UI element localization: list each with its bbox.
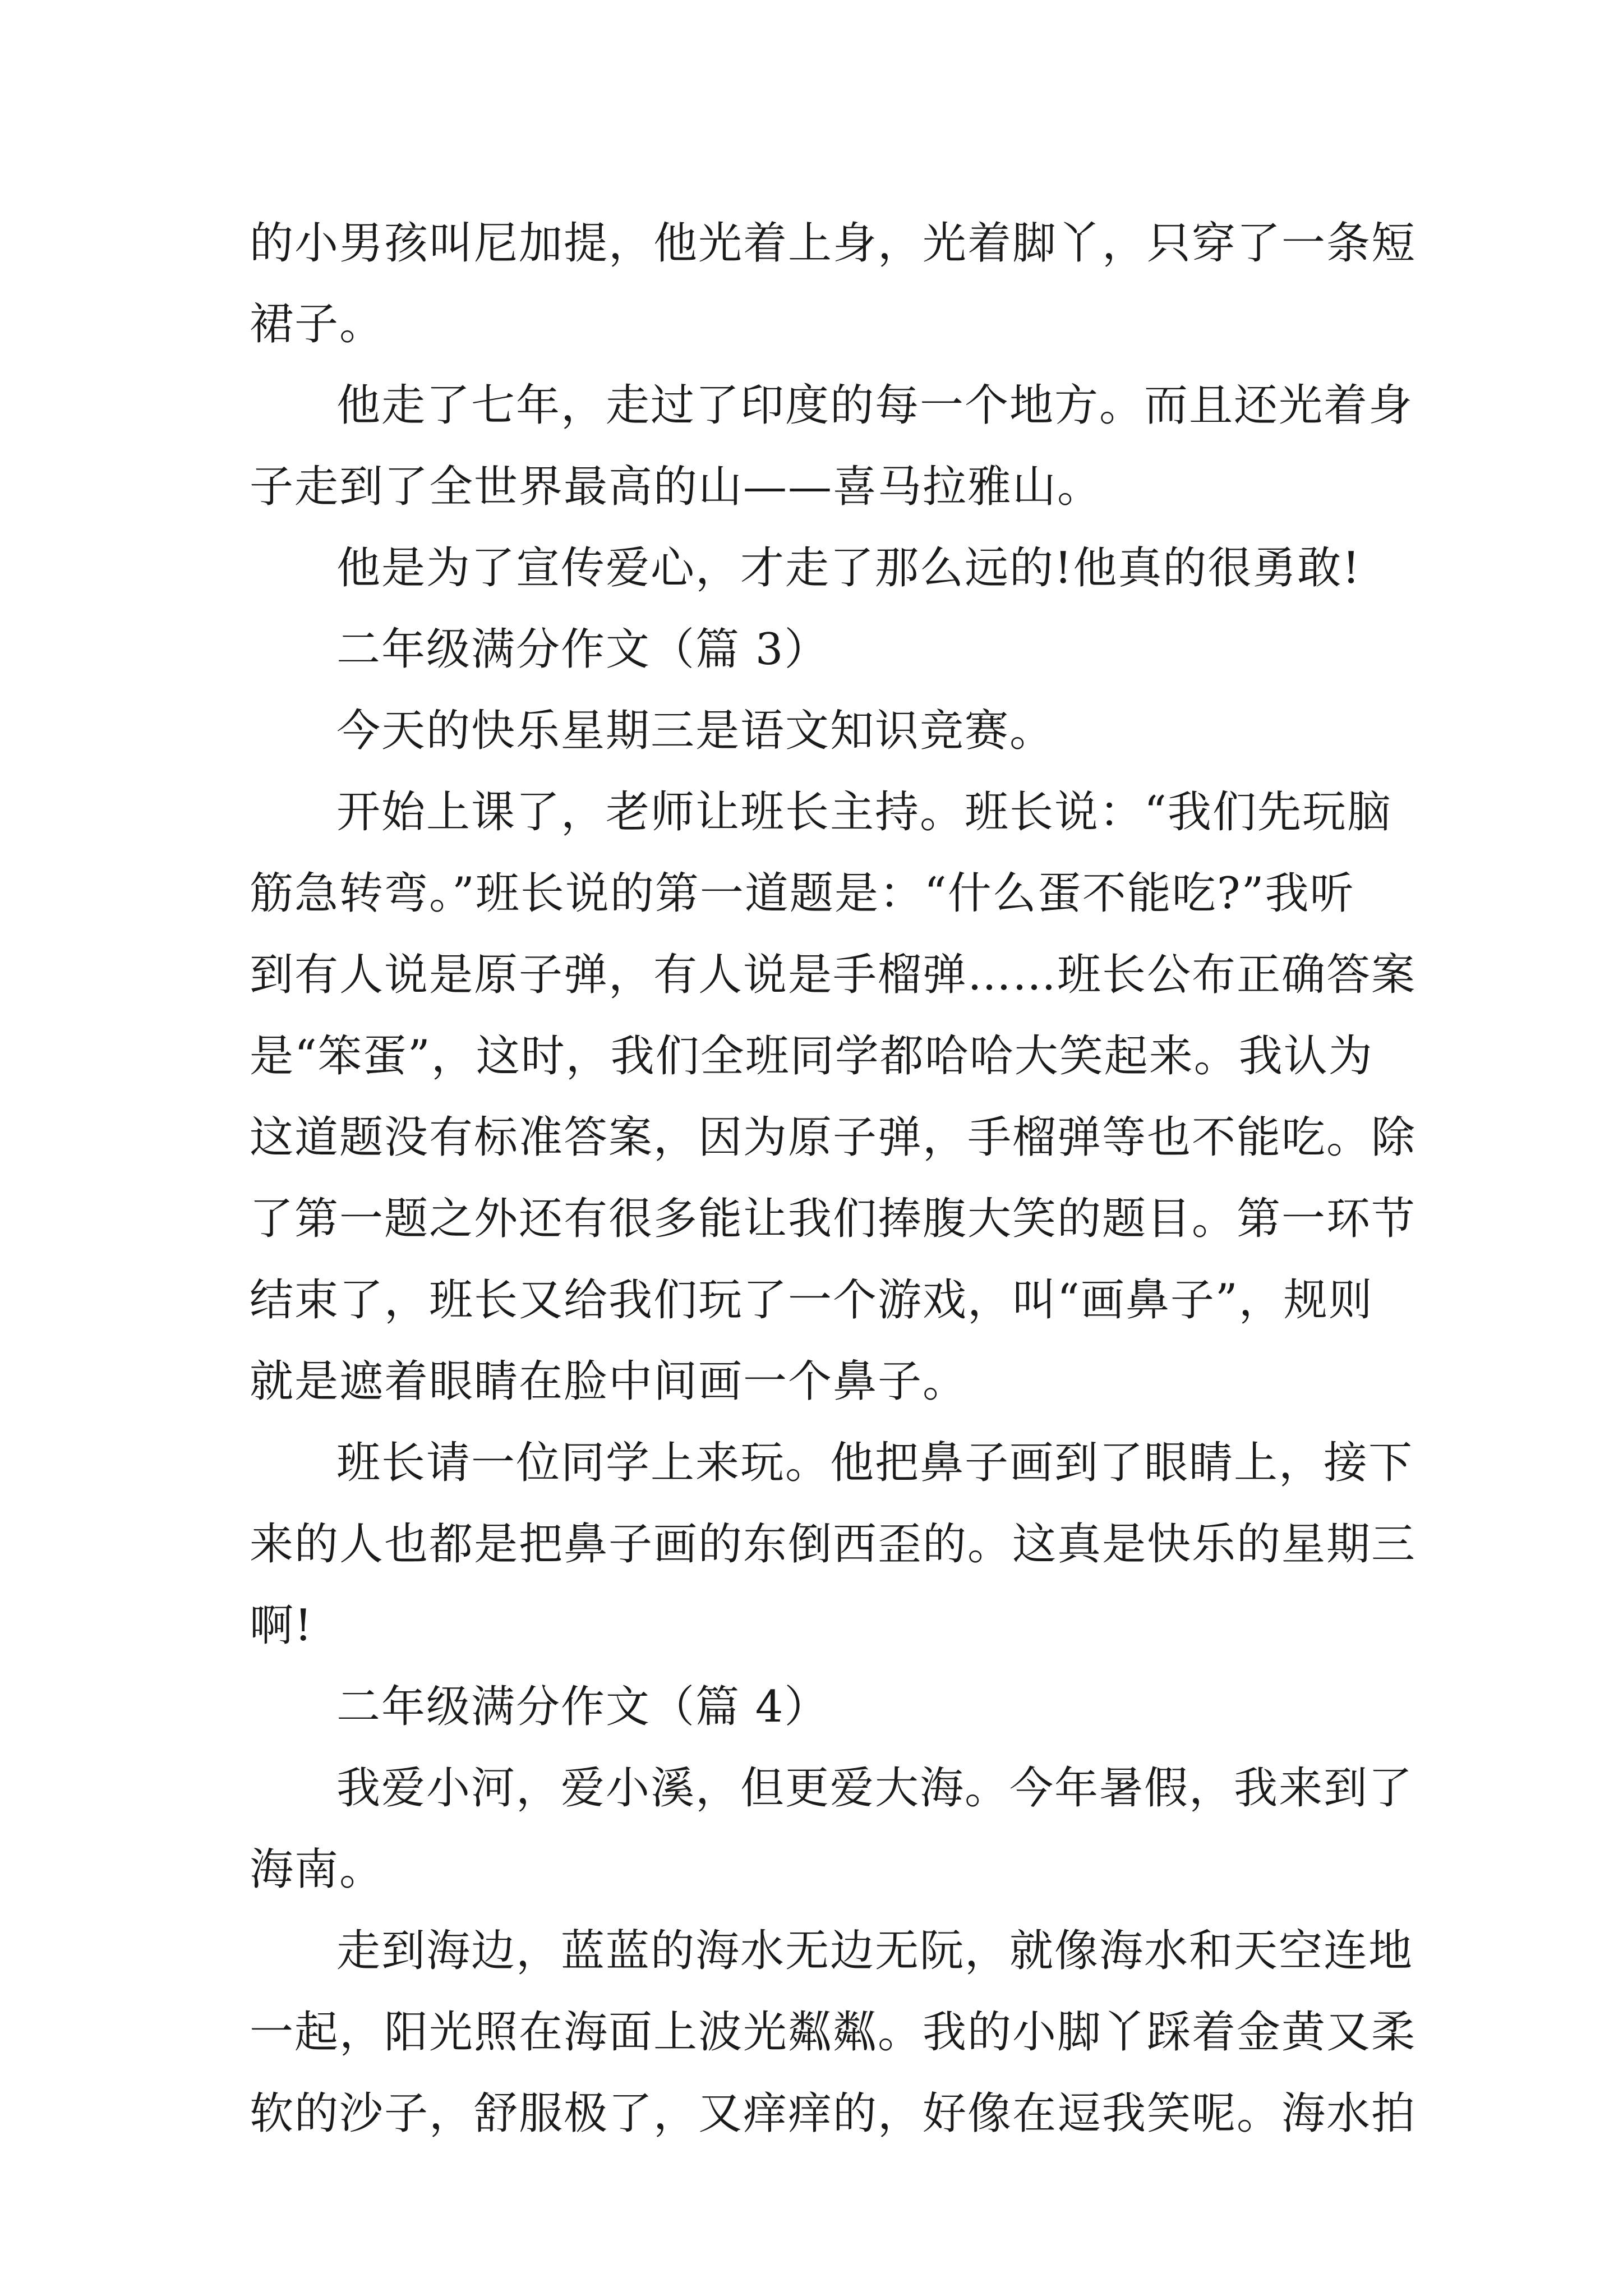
text-line: 他走了七年，走过了印度的每一个地方。而且还光着身 [336, 380, 1414, 431]
text-line: 啊! [250, 1600, 313, 1651]
text-line: 软的沙子，舒服极了，又痒痒的，好像在逗我笑呢。海水拍 [250, 2088, 1417, 2139]
text-line: 来的人也都是把鼻子画的东倒西歪的。这真是快乐的星期三 [250, 1519, 1417, 1570]
text-line: 裙子。 [250, 299, 385, 349]
text-line: 今天的快乐星期三是语文知识竞赛。 [336, 706, 1055, 756]
text-line: 走到海边，蓝蓝的海水无边无阮，就像海水和天空连地 [336, 1926, 1414, 1976]
text-line: 是“笨蛋”，这时，我们全班同学都哈哈大笑起来。我认为 [250, 1031, 1373, 1082]
text-line: 子走到了全世界最高的山——喜马拉雅山。 [250, 462, 1103, 512]
text-line: 到有人说是原子弹，有人说是手榴弹……班长公布正确答案 [250, 950, 1417, 1000]
text-line: 的小男孩叫尼加提，他光着上身，光着脚丫，只穿了一条短 [250, 218, 1417, 269]
text-line: 筋急转弯。”班长说的第一道题是：“什么蛋不能吃?”我听 [250, 868, 1355, 919]
text-line: 他是为了宣传爱心，才走了那么远的!他真的很勇敢! [336, 543, 1361, 593]
text-line: 班长请一位同学上来玩。他把鼻子画到了眼睛上，接下 [336, 1438, 1414, 1488]
section-heading: 二年级满分作文（篇 4） [336, 1682, 829, 1732]
text-line: 一起，阳光照在海面上波光粼粼。我的小脚丫踩着金黄又柔 [250, 2007, 1417, 2058]
text-line: 我爱小河，爱小溪，但更爱大海。今年暑假，我来到了 [336, 1763, 1414, 1814]
text-line: 结束了，班长又给我们玩了一个游戏，叫“画鼻子”，规则 [250, 1275, 1373, 1326]
section-heading: 二年级满分作文（篇 3） [336, 624, 829, 675]
text-line: 海南。 [250, 1844, 385, 1895]
text-line: 了第一题之外还有很多能让我们捧腹大笑的题目。第一环节 [250, 1194, 1417, 1244]
text-line: 这道题没有标准答案，因为原子弹，手榴弹等也不能吃。除 [250, 1112, 1417, 1163]
text-line: 开始上课了，老师让班长主持。班长说：“我们先玩脑 [336, 787, 1392, 838]
text-line: 就是遮着眼睛在脸中间画一个鼻子。 [250, 1356, 968, 1407]
